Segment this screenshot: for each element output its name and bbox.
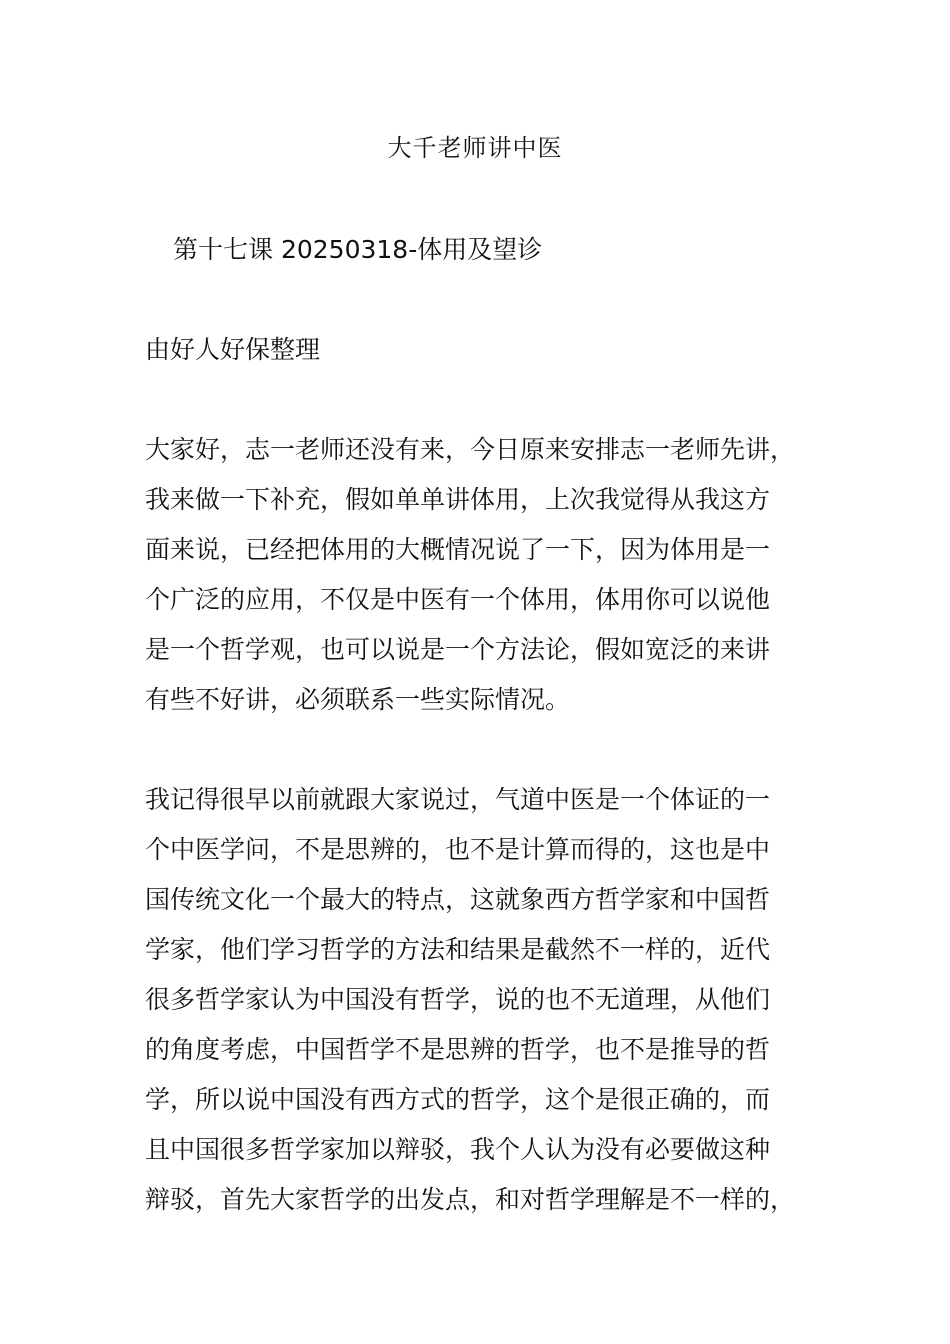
paragraph-line: 面来说，已经把体用的大概情况说了一下，因为体用是一: [145, 535, 771, 564]
paragraph-line: 个中医学问，不是思辨的，也不是计算而得的，这也是中: [145, 835, 771, 864]
paragraph-line: 我记得很早以前就跟大家说过，气道中医是一个体证的一: [145, 785, 771, 814]
paragraph-line: 学，所以说中国没有西方式的哲学，这个是很正确的，而: [145, 1085, 771, 1114]
paragraph-line: 辩驳，首先大家哲学的出发点，和对哲学理解是不一样的，: [145, 1185, 796, 1214]
paragraph-1: [145, 425, 795, 725]
paragraph-line: 我来做一下补充，假如单单讲体用，上次我觉得从我这方: [145, 485, 771, 514]
paragraph-line: 大家好，志一老师还没有来，今日原来安排志一老师先讲，: [145, 435, 796, 464]
paragraph-line: 学家，他们学习哲学的方法和结果是截然不一样的，近代: [145, 935, 771, 964]
paragraph-2: [145, 775, 795, 1225]
paragraph-line: 有些不好讲，必须联系一些实际情况。: [145, 685, 571, 714]
paragraph-line: 的角度考虑，中国哲学不是思辨的哲学，也不是推导的哲: [145, 1035, 771, 1064]
paragraph-line: 且中国很多哲学家加以辩驳，我个人认为没有必要做这种: [145, 1135, 771, 1164]
paragraph-line: 是一个哲学观，也可以说是一个方法论，假如宽泛的来讲: [145, 635, 771, 664]
paragraph-line: 个广泛的应用，不仅是中医有一个体用，体用你可以说他: [145, 585, 771, 614]
paragraph-line: 国传统文化一个最大的特点，这就象西方哲学家和中国哲: [145, 885, 771, 914]
document-header-title: 大千老师讲中医: [387, 134, 563, 162]
lesson-title: 第十七课 20250318-体用及望诊: [173, 235, 543, 264]
compiler-credit: 由好人好保整理: [145, 335, 321, 364]
paragraph-line: 很多哲学家认为中国没有哲学，说的也不无道理，从他们: [145, 985, 771, 1014]
